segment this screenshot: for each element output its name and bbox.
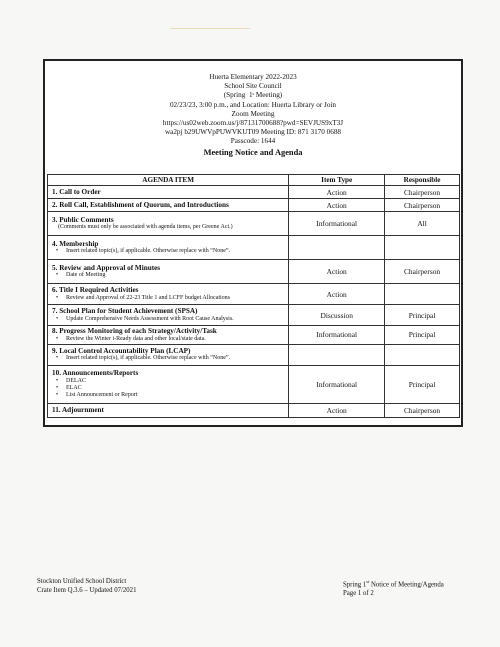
item-type-cell: Action — [289, 403, 385, 417]
responsible-cell — [385, 236, 460, 260]
item-type-cell: Action — [289, 199, 385, 212]
responsible-cell: Principal — [385, 365, 460, 403]
agenda-row — [48, 365, 460, 403]
agenda-item-cell — [48, 186, 289, 199]
item-type-cell: Action — [289, 284, 385, 305]
agenda-item-title: 4. Membership — [52, 239, 99, 248]
agenda-row — [48, 403, 460, 417]
bullet-icon: • — [56, 335, 59, 342]
meeting-season: (Spring 1ˢ Meeting) — [223, 91, 283, 100]
agenda-item-title: 3. Public Comments — [52, 215, 114, 224]
item-type-cell: Action — [289, 260, 385, 284]
agenda-item-cell — [48, 403, 289, 417]
agenda-item-title: 9. Local Control Accountability Plan (LCAP) — [52, 346, 191, 355]
header-item-type: Item Type — [289, 175, 385, 186]
agenda-item-note: (Comments must only be associated with agenda items, per Greene Act.) — [58, 224, 233, 231]
scan-edge-line — [170, 28, 250, 29]
bullet-icon: • — [56, 377, 59, 384]
responsible-cell — [385, 284, 460, 305]
meeting-date-location: 02/23/23, 3:00 p.m., and Location: Huerta Library or Join — [169, 100, 337, 109]
bullet-icon: • — [56, 315, 59, 322]
responsible-cell: Chairperson — [385, 403, 460, 417]
agenda-item-title: 8. Progress Monitoring of each Strategy/Activity/Task — [52, 327, 217, 335]
agenda-subitem-text: List Announcement or Report — [66, 392, 138, 399]
footer-right — [343, 578, 444, 598]
agenda-row — [48, 236, 460, 260]
agenda-subitem-text: DELAC — [66, 377, 86, 384]
header-agenda-item: AGENDA ITEM — [48, 175, 289, 186]
agenda-subitem — [52, 316, 284, 323]
bullet-icon: • — [56, 355, 59, 362]
agenda-item-cell — [48, 344, 289, 365]
agenda-row — [48, 186, 460, 199]
responsible-cell: All — [385, 212, 460, 236]
bullet-icon: • — [56, 294, 59, 301]
agenda-row — [48, 326, 460, 345]
agenda-subitem — [52, 336, 284, 343]
item-type-cell: Informational — [289, 365, 385, 403]
agenda-row — [48, 305, 460, 326]
agenda-subitem — [52, 385, 284, 392]
form-id: Crate Item Q.3.6 – Updated 07/2021 — [37, 586, 137, 594]
agenda-item-title: 10. Announcements/Reports — [52, 369, 139, 378]
item-type-cell: Informational — [289, 326, 385, 345]
agenda-table — [47, 174, 460, 418]
item-type-cell — [289, 236, 385, 260]
responsible-cell: Principal — [385, 326, 460, 345]
bullet-icon: • — [56, 272, 59, 279]
responsible-cell: Chairperson — [385, 199, 460, 212]
meeting-header — [45, 61, 461, 158]
agenda-row — [48, 212, 460, 236]
responsible-cell — [385, 344, 460, 365]
agenda-item-title: 7. School Plan for Student Achievement (SPSA) — [52, 307, 198, 316]
bullet-icon: • — [56, 248, 59, 255]
agenda-frame — [43, 59, 463, 427]
notice-label: Spring 1st Notice of Meeting/Agenda — [343, 579, 444, 589]
footer-left — [37, 578, 136, 595]
responsible-cell: Chairperson — [385, 260, 460, 284]
agenda-item-cell — [48, 260, 289, 284]
agenda-subitem-text: Review the Winter i-Ready data and other local/state data. — [66, 335, 206, 342]
agenda-item-cell — [48, 326, 289, 345]
passcode: Passcode: 1644 — [230, 137, 276, 146]
bullet-icon: • — [56, 392, 59, 399]
agenda-subitem — [52, 272, 284, 279]
agenda-subitem-text: Insert related topic(s), if applicable. Otherwise replace with “None”. — [66, 355, 231, 362]
responsible-cell: Principal — [385, 305, 460, 326]
agenda-subitem — [52, 355, 284, 362]
zoom-link-part1[interactable]: https://us02web.zoom.us/j/87131700688?pwd=SEVJUS9xT3J — [162, 119, 344, 128]
agenda-subitem — [52, 392, 284, 399]
agenda-subitem-text: ELAC — [66, 384, 82, 391]
agenda-item-cell — [48, 199, 289, 212]
agenda-item-cell — [48, 284, 289, 305]
bullet-icon: • — [56, 384, 59, 391]
table-header-row — [48, 175, 460, 186]
agenda-item-title: 11. Adjournment — [52, 406, 104, 415]
agenda-subitem-text: Insert related topic(s), if applicable. Otherwise replace with “None”. — [66, 248, 231, 255]
page-number: Page 1 of 2 — [343, 589, 374, 597]
school-name: Huerta Elementary 2022-2023 — [209, 73, 297, 81]
agenda-item-cell — [48, 236, 289, 260]
agenda-row — [48, 260, 460, 284]
agenda-item-cell — [48, 212, 289, 236]
district-name: Stockton Unified School District — [37, 578, 127, 585]
agenda-row — [48, 199, 460, 212]
agenda-subitem-text: Update Comprehensive Needs Assessment with Root Cause Analysis. — [66, 315, 234, 322]
agenda-item-title: 2. Roll Call, Establishment of Quorum, and Introductions — [52, 200, 229, 209]
agenda-item-title: 6. Title I Required Activities — [52, 286, 139, 295]
item-type-cell — [289, 344, 385, 365]
agenda-item-cell — [48, 305, 289, 326]
header-responsible: Responsible — [385, 175, 460, 186]
agenda-subitem — [52, 378, 284, 385]
agenda-subitem-text: Date of Meeting — [66, 272, 106, 279]
agenda-body — [48, 186, 460, 418]
responsible-cell: Chairperson — [385, 186, 460, 199]
agenda-item-title: 5. Review and Approval of Minutes — [52, 263, 161, 272]
agenda-row — [48, 344, 460, 365]
page-title: Meeting Notice and Agenda — [203, 147, 303, 157]
agenda-row — [48, 284, 460, 305]
item-type-cell: Informational — [289, 212, 385, 236]
agenda-subitem — [52, 248, 284, 255]
item-type-cell: Action — [289, 186, 385, 199]
agenda-subitem-text: Review and Approval of 22-23 Title 1 and LCFF budget Allocations — [66, 294, 230, 301]
agenda-subitem — [52, 295, 284, 302]
agenda-item-cell — [48, 365, 289, 403]
zoom-label: Zoom Meeting — [231, 109, 275, 118]
item-type-cell: Discussion — [289, 305, 385, 326]
council-name: School Site Council — [224, 82, 282, 91]
agenda-item-title: 1. Call to Order — [52, 187, 101, 196]
zoom-link-part2[interactable]: wa2pj b29UWVpPUWVKUT09 Meeting ID: 871 3170 0688 — [164, 128, 342, 137]
